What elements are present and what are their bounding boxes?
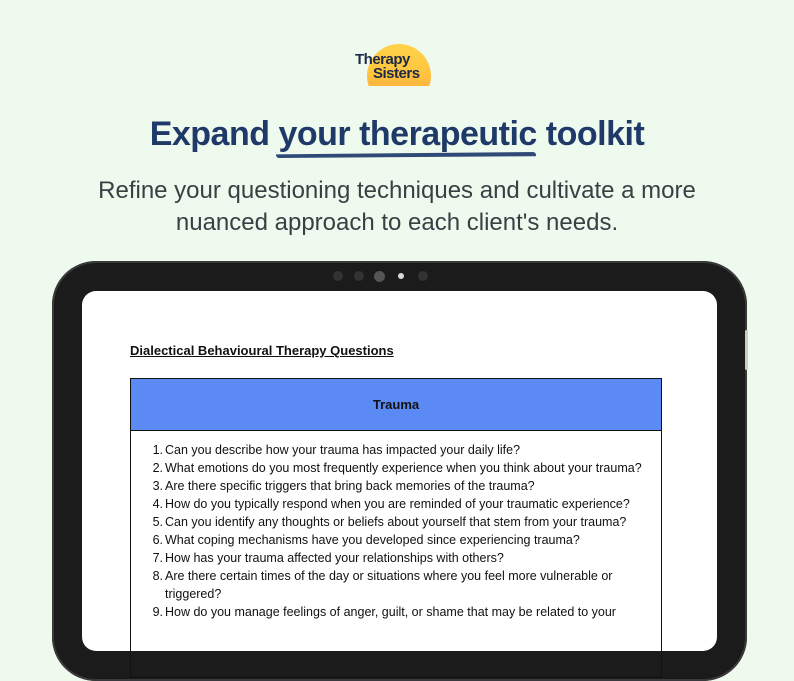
list-item: 9. How do you manage feelings of anger, guilt, or shame that may be related to your	[152, 605, 616, 619]
list-item: 5. Can you identify any thoughts or beliefs about yourself that stem from your trauma?	[152, 515, 627, 529]
list-item: 2. What emotions do you most frequently experience when you think about your trauma?	[152, 461, 642, 475]
question-text: Are there certain times of the day or situations where you feel more vulnerable or triggered?	[165, 569, 613, 601]
question-text: How do you manage feelings of anger, guilt, or shame that may be related to your	[165, 605, 616, 619]
document-title: Dialectical Behavioural Therapy Questions	[130, 343, 394, 358]
question-text: How do you typically respond when you are reminded of your traumatic experience?	[165, 497, 630, 511]
camera-dot-icon	[333, 271, 343, 281]
list-item: 7. How has your trauma affected your relationships with others?	[152, 551, 504, 565]
logo-wordmark	[355, 53, 437, 81]
question-list	[131, 431, 661, 621]
camera-dot-icon	[354, 271, 364, 281]
sensor-light-icon	[398, 273, 404, 279]
question-text: Are there specific triggers that bring back memories of the trauma?	[165, 479, 535, 493]
question-text: How has your trauma affected your relationships with others?	[165, 551, 504, 565]
page-subtitle: Refine your questioning techniques and cultivate a more nuanced approach to each client's needs.	[98, 177, 696, 236]
list-item: 8. Are there certain times of the day or situations where you feel more vulnerable or triggered?	[152, 569, 613, 601]
list-item: 1. Can you describe how your trauma has impacted your daily life?	[152, 443, 521, 457]
logo-line-2: Sisters	[373, 65, 420, 82]
question-text: What coping mechanisms have you developed since experiencing trauma?	[165, 533, 580, 547]
question-text: What emotions do you most frequently experience when you think about your trauma?	[165, 461, 642, 475]
table-header: Trauma	[131, 379, 661, 431]
question-text: Can you describe how your trauma has impacted your daily life?	[165, 443, 521, 457]
question-text: Can you identify any thoughts or beliefs about yourself that stem from your trauma?	[165, 515, 627, 529]
list-item: 6. What coping mechanisms have you developed since experiencing trauma?	[152, 533, 580, 547]
camera-dot-icon	[418, 271, 428, 281]
camera-lens-icon	[374, 271, 385, 282]
list-item: 3. Are there specific triggers that bring back memories of the trauma?	[152, 479, 535, 493]
therapy-sisters-logo	[353, 44, 437, 86]
tablet-side-button	[745, 330, 748, 370]
tablet-screen	[82, 291, 717, 651]
page-headline: Expand your therapeutic toolkit	[149, 115, 645, 153]
logo-line-1: Therapy	[355, 51, 410, 68]
list-item: 4. How do you typically respond when you are reminded of your traumatic experience?	[152, 497, 630, 511]
questions-table	[130, 378, 662, 678]
